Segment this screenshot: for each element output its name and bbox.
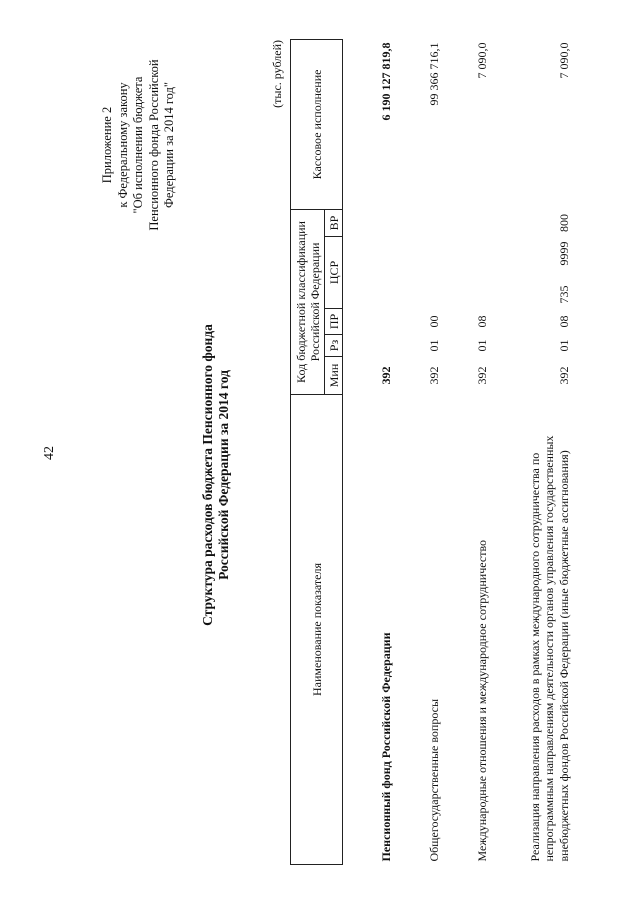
row-csr bbox=[343, 237, 396, 309]
row-csr bbox=[443, 237, 491, 309]
table-row bbox=[443, 39, 491, 864]
header-min: Мин bbox=[325, 357, 343, 395]
row-rz bbox=[343, 335, 396, 357]
row-rz: 01 bbox=[426, 339, 441, 352]
header-name: Наименование показателя bbox=[291, 395, 343, 865]
row-sum: 6 190 127 819,8 bbox=[378, 42, 393, 121]
header-pr: ПР bbox=[325, 309, 343, 335]
appendix-line-1: Приложение 2 bbox=[100, 106, 114, 184]
expenditure-table bbox=[290, 39, 573, 865]
row-csr bbox=[395, 237, 443, 309]
row-rz: 01 bbox=[556, 339, 571, 352]
row-name: Международные отношения и международное сотрудничество bbox=[474, 539, 489, 862]
row-sum: 7 090,0 bbox=[556, 42, 571, 79]
row-pr: 00 bbox=[426, 315, 441, 328]
header-csr: ЦСР bbox=[325, 237, 343, 309]
header-rz: Рз bbox=[325, 335, 343, 357]
row-name: Пенсионный фонд Российской Федерации bbox=[378, 632, 393, 862]
page-number: 42 bbox=[42, 446, 57, 460]
row-min: 392 bbox=[474, 366, 489, 385]
row-pr bbox=[343, 309, 396, 335]
row-min: 392 bbox=[556, 366, 571, 385]
header-vr: ВР bbox=[325, 209, 343, 236]
table-row bbox=[343, 39, 396, 864]
header-code-group: Код бюджетной классификации Российской Федерации bbox=[291, 209, 325, 394]
row-csr-program: 735 bbox=[556, 285, 571, 304]
appendix-line-5: Федерации за 2014 год" bbox=[162, 81, 176, 209]
appendix-line-4: Пенсионного фонда Российской bbox=[146, 59, 161, 231]
row-csr-direction: 9999 bbox=[556, 241, 571, 266]
row-vr: 800 bbox=[556, 213, 571, 232]
document-title bbox=[200, 295, 232, 655]
row-pr: 08 bbox=[556, 315, 571, 328]
units-note: (тыс. рублей) bbox=[270, 40, 284, 108]
row-pr: 08 bbox=[474, 315, 489, 328]
row-name: Общегосударственные вопросы bbox=[426, 698, 441, 862]
title-line-1: Структура расходов бюджета Пенсионного фонда bbox=[200, 324, 215, 626]
appendix-note bbox=[100, 5, 178, 285]
table-row bbox=[395, 39, 443, 864]
row-sum: 7 090,0 bbox=[474, 42, 489, 79]
row-csr bbox=[491, 237, 573, 309]
appendix-line-3: "Об исполнении бюджета bbox=[131, 76, 145, 214]
row-vr bbox=[443, 209, 491, 236]
row-vr bbox=[343, 209, 396, 236]
row-min: 392 bbox=[378, 366, 393, 385]
row-sum: 99 366 716,1 bbox=[426, 42, 441, 106]
row-min: 392 bbox=[426, 366, 441, 385]
table-row bbox=[491, 39, 573, 864]
header-sum: Кассовое исполнение bbox=[291, 39, 343, 209]
title-line-2: Российской Федерации за 2014 год bbox=[216, 370, 231, 580]
row-rz: 01 bbox=[474, 339, 489, 352]
row-name: Реализация направления расходов в рамках международного сотрудничества по непрограммным направлениям деятельности органов управления государственных внебюджетных фондов Российской Федерации (иные бюджетные ассигнования) bbox=[527, 435, 571, 862]
row-vr bbox=[395, 209, 443, 236]
appendix-line-2: к Федеральному закону bbox=[115, 82, 130, 208]
